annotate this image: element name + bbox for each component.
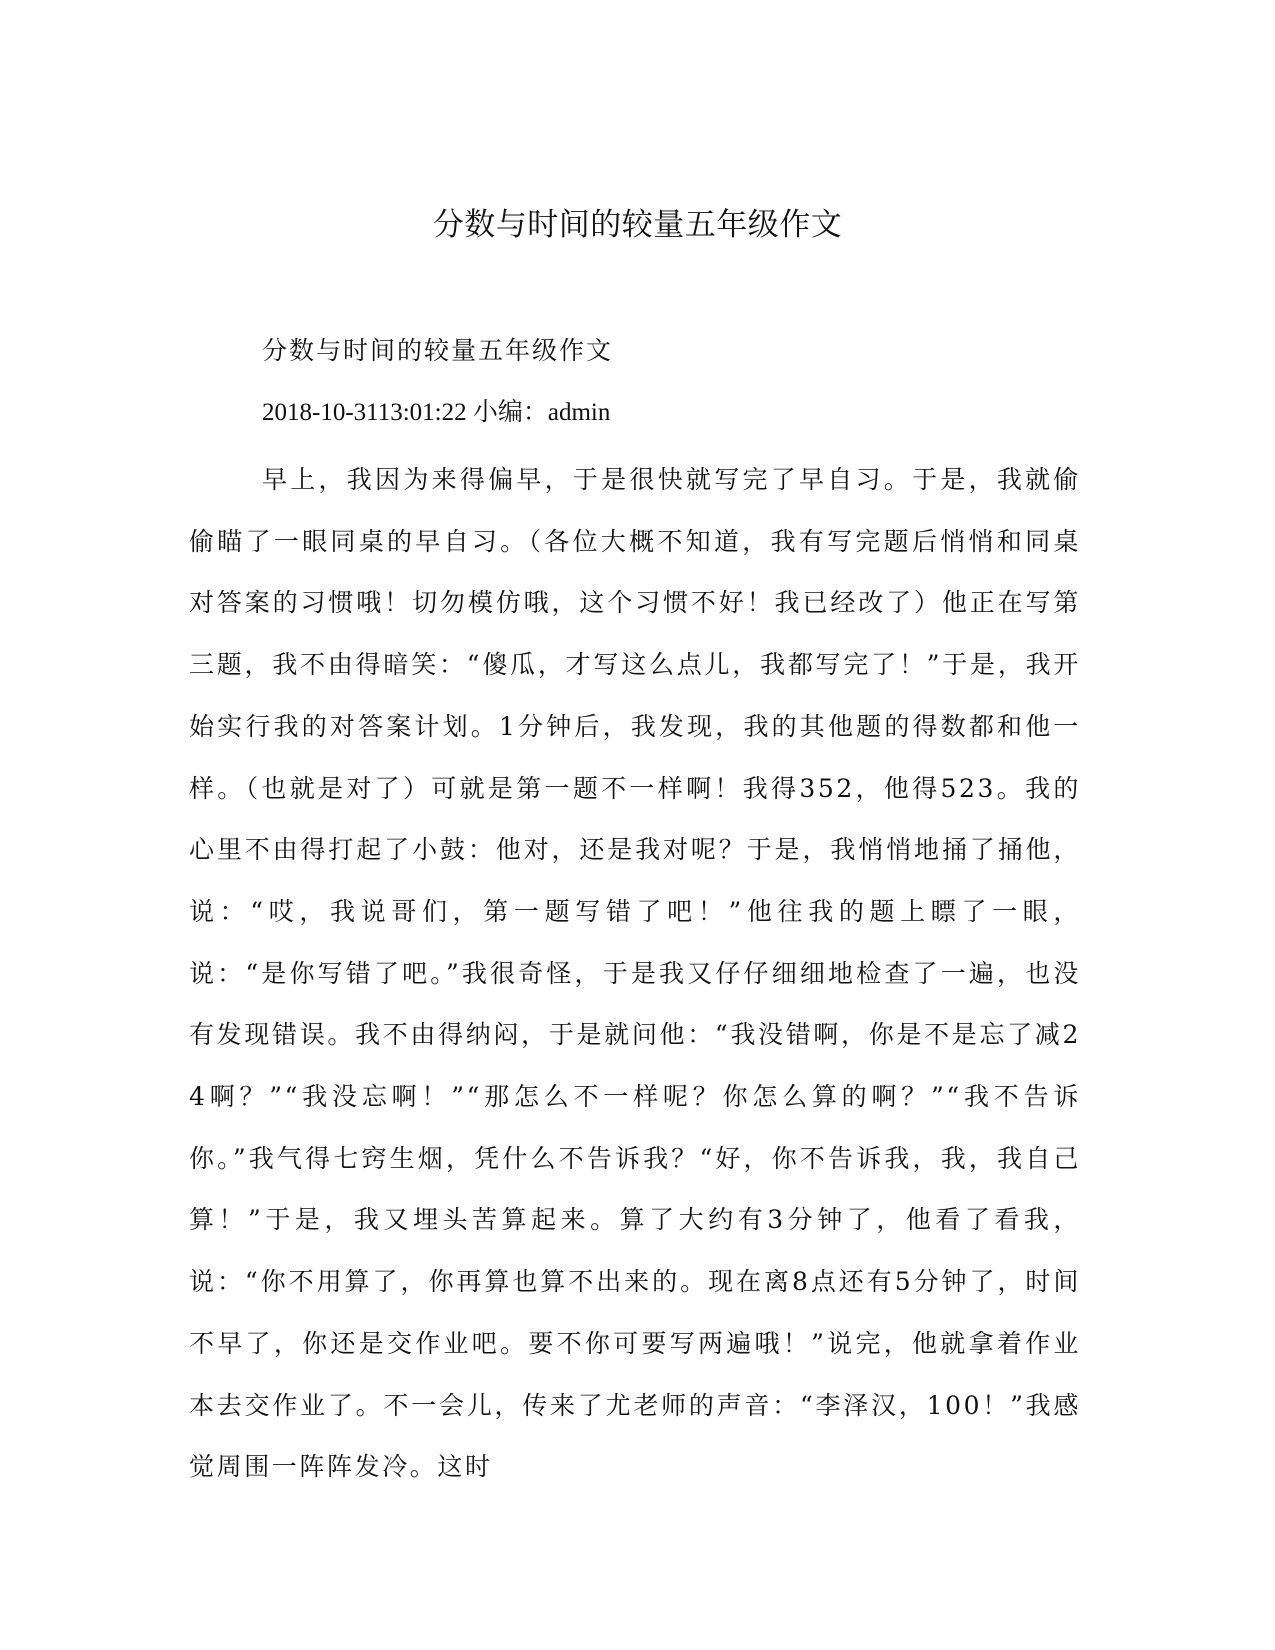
document-body: 早上，我因为来得偏早，于是很快就写完了早自习。于是，我就偷偷瞄了一眼同桌的早自习。（各位大概不知道，我有写完题后悄悄和同桌对答案的习惯哦！切勿模仿哦，这个习惯不好！我已经改了）他正在写第三题，我不由得暗笑：“傻瓜，才写这么点儿，我都写完了！”于是，我开始实行我的对答案计划。1分钟后，我发现，我的其他题的得数都和他一样。（也就是对了）可就是第一题不一样啊！我得352，他得523。我的心里不由得打起了小鼓：他对，还是我对呢？于是，我悄悄地捅了捅他，说：“哎，我说哥们，第一题写错了吧！”他往我的题上瞟了一眼，说：“是你写错了吧。”我很奇怪，于是我又仔仔细细地检查了一遍，也没有发现错误。我不由得纳闷，于是就问他：“我没错啊，你是不是忘了减24啊？”“我没忘啊！”“那怎么不一样呢？你怎么算的啊？”“我不告诉你。”我气得七窍生烟，凭什么不告诉我？“好，你不告诉我，我，我自己算！”于是，我又埋头苦算起来。算了大约有3分钟了，他看了看我，说：“你不用算了，你再算也算不出来的。现在离8点还有5分钟了，时间不早了，你还是交作业吧。要不你可要写两遍哦！”说完，他就拿着作业本去交作业了。不一会儿，传来了尤老师的声音：“李泽汉，100！”我感觉周围一阵阵发冷。这时	[189, 465, 1081, 1482]
document-title: 分数与时间的较量五年级作文	[432, 207, 843, 243]
document-meta: 2018-10-3113:01:22 小编：admin	[262, 399, 611, 426]
document-subtitle: 分数与时间的较量五年级作文	[262, 336, 614, 365]
